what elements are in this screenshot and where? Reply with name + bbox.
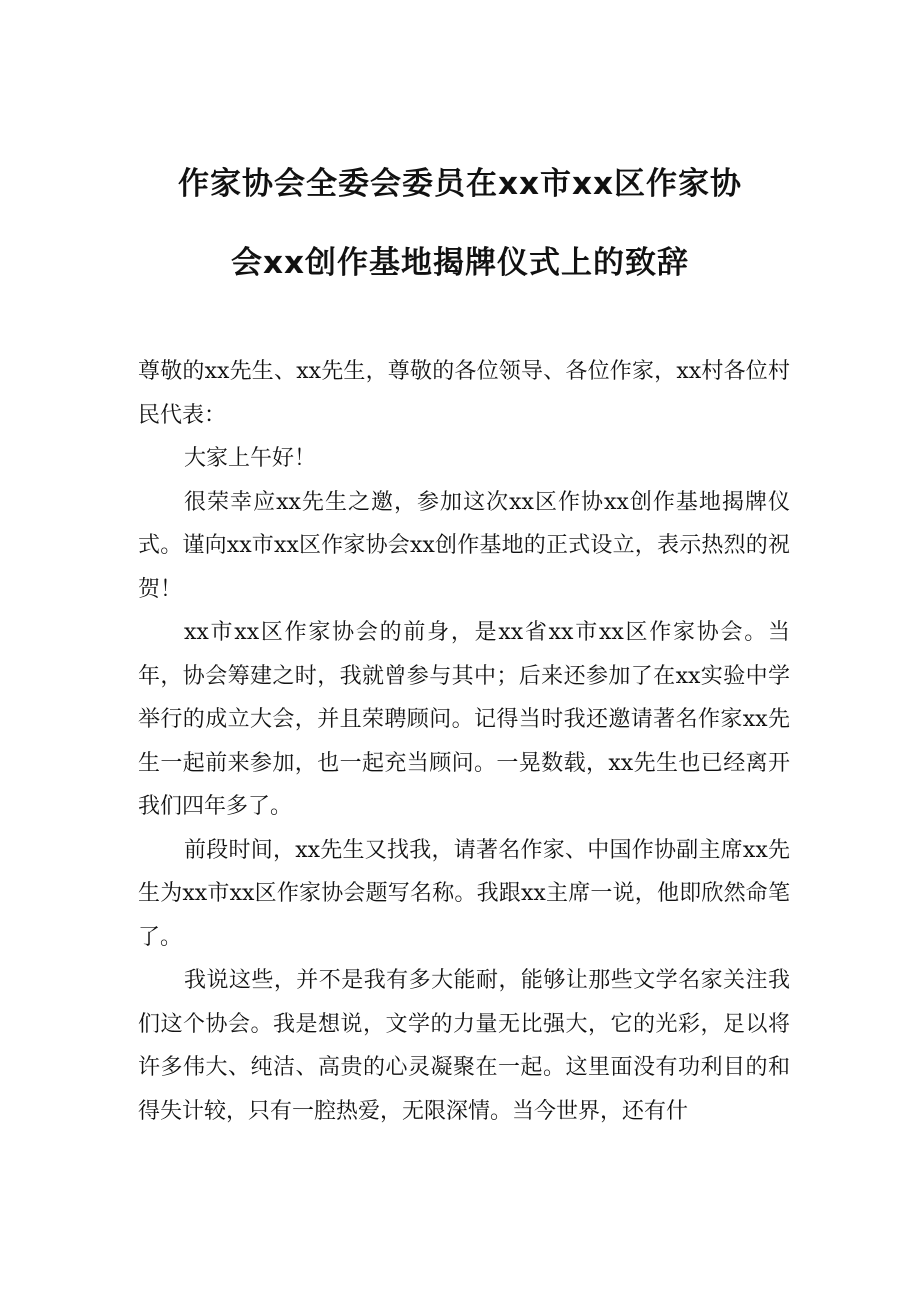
- greeting-paragraph: 大家上午好！: [184, 446, 317, 471]
- body-paragraph: 我说这些，并不是我有多大能耐，能够让那些文学名家关注我们这个协会。我是想说，文学的力量无比强大，它的光彩，足以将许多伟大、纯洁、高贵的心灵凝聚在一起。这里面没有功利目的和得失计较，只有一腔热爱，无限深情。当今世界，还有什: [138, 968, 790, 1124]
- document-title-line-1: 作家协会全委会委员在xx市xx区作家协: [178, 166, 742, 202]
- document-title-line-2: 会xx创作基地揭牌仪式上的致辞: [231, 245, 689, 281]
- body-paragraph: 前段时间，xx先生又找我，请著名作家、中国作协副主席xx先生为xx市xx区作家协会题写名称。我跟xx主席一说，他即欣然命笔了。: [138, 837, 790, 950]
- document-body: [138, 350, 790, 1133]
- body-paragraph: xx市xx区作家协会的前身，是xx省xx市xx区作家协会。当年，协会筹建之时，我就曾参与其中；后来还参加了在xx实验中学举行的成立大会，并且荣聘顾问。记得当时我还邀请著名作家xx先生一起前来参加，也一起充当顾问。一晃数载，xx先生也已经离开我们四年多了。: [138, 620, 790, 819]
- salutation-paragraph: 尊敬的xx先生、xx先生，尊敬的各位领导、各位作家，xx村各位村民代表：: [138, 359, 790, 428]
- body-paragraph: 很荣幸应xx先生之邀，参加这次xx区作协xx创作基地揭牌仪式。谨向xx市xx区作家协会xx创作基地的正式设立，表示热烈的祝贺！: [138, 489, 790, 602]
